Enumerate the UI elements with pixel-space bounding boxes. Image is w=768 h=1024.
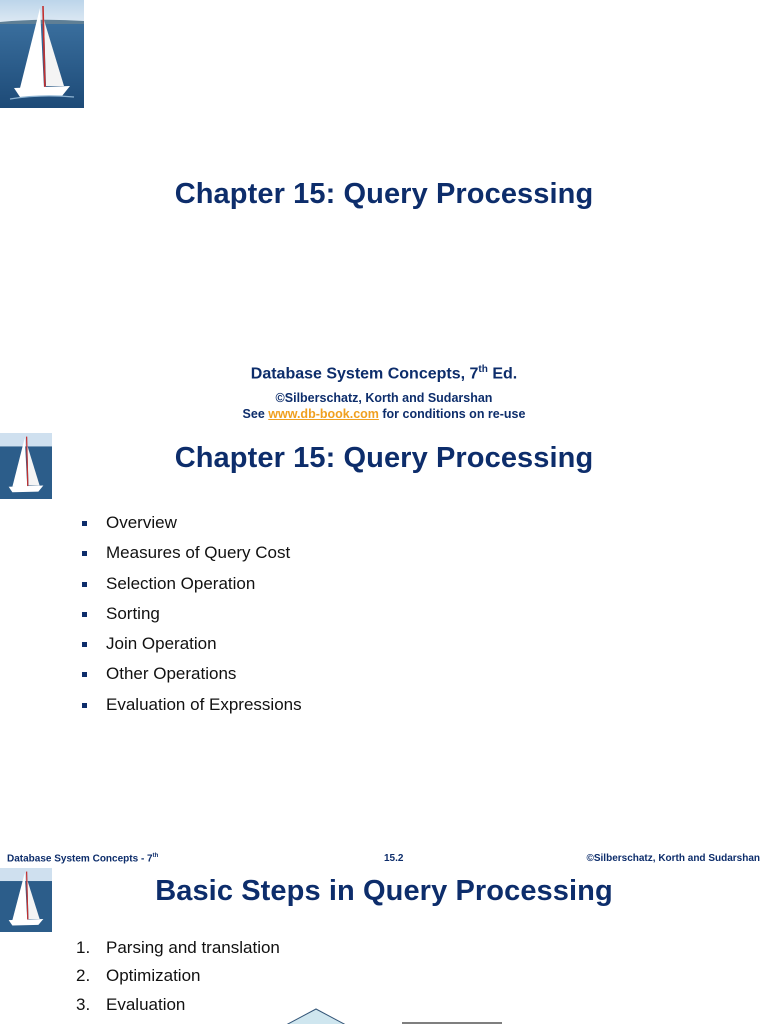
footer-book: Database System Concepts - 7th [7, 853, 159, 865]
list-item: Evaluation of Expressions [80, 696, 302, 726]
title-slide [0, 0, 768, 430]
slide-title: Chapter 15: Query Processing [174, 178, 594, 210]
slide-footer [0, 853, 768, 867]
footer-copyright: ©Silberschatz, Korth and Sudarshan [586, 853, 760, 864]
list-item: 1. Parsing and translation [76, 938, 280, 957]
list-item: Overview [80, 514, 302, 544]
list-item: Other Operations [80, 665, 302, 695]
list-item: Selection Operation [80, 575, 302, 605]
list-item: 2. Optimization [76, 966, 201, 986]
list-item: 3. Evaluation [76, 994, 186, 1014]
reuse-note: See www.db-book.com for conditions on re-use [242, 407, 526, 421]
slide-title: Basic Steps in Query Processing [155, 875, 613, 907]
book-title: Database System Concepts, 7th Ed. [250, 364, 518, 383]
copyright-line: ©Silberschatz, Korth and Sudarshan [275, 391, 493, 405]
slide-title: Chapter 15: Query Processing [174, 442, 594, 474]
list-item: Measures of Query Cost [80, 544, 302, 574]
query-processing-diagram [280, 1005, 520, 1024]
basic-steps-slide [0, 867, 768, 1024]
steps-list [76, 938, 280, 1023]
footer-page-number: 15.2 [384, 853, 404, 864]
list-item: Sorting [80, 605, 302, 635]
db-book-link[interactable]: www.db-book.com [268, 407, 379, 421]
sailboat-image [0, 0, 84, 108]
list-item: Join Operation [80, 635, 302, 665]
topic-list [80, 514, 302, 726]
outline-slide [0, 430, 768, 867]
